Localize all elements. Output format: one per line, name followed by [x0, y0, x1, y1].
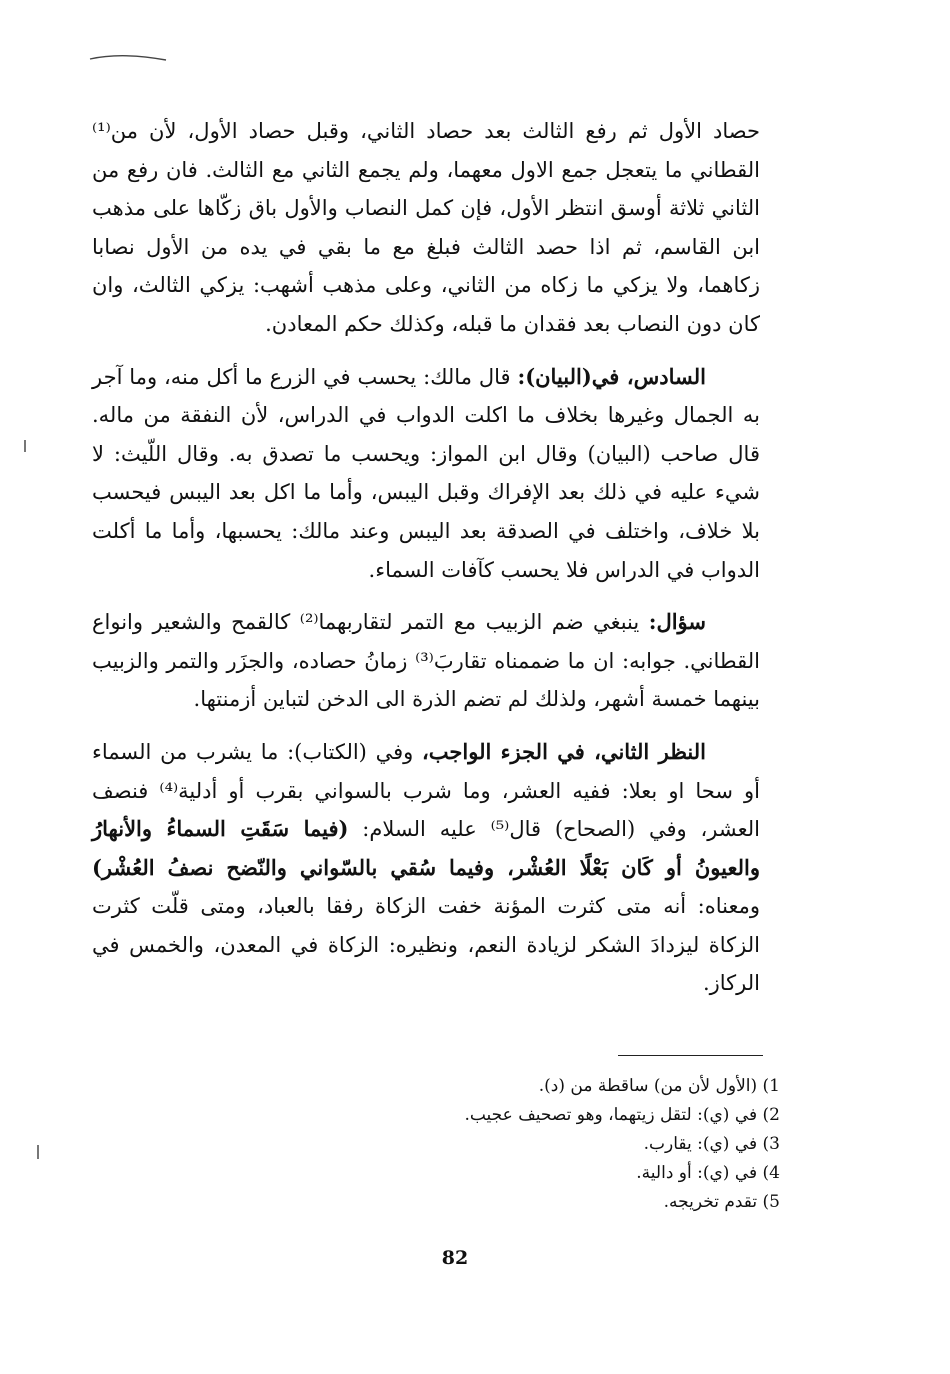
paragraph-3-heading: سؤال:	[648, 609, 706, 635]
edge-mark-right	[24, 440, 26, 452]
paragraph-1	[92, 112, 760, 344]
paragraph-3-text: ينبغي ضم الزبيب مع التمر لتقاربهما⁽²⁾ كالقمح والشعير وانواع القطاني. جوابه: ان ما ضممناه تقاربَ⁽³⁾ زمانُ حصاده، والجزَر والتمر والزبيب بينهما خمسة أشهر، ولذلك لم تضم الذرة الى الدخن لتباين أزمنتها.	[92, 610, 760, 712]
footnote-4: 4) في (ي): أو دالية.	[636, 1163, 780, 1183]
paragraph-3	[92, 603, 760, 719]
footnote-separator	[618, 1055, 763, 1056]
footnote-3: 3) في (ي): يقارب.	[643, 1134, 780, 1154]
paragraph-2-heading: السادس، في(البيان):	[517, 363, 706, 389]
page-number: 82	[441, 1247, 469, 1269]
footnote-5: 5) تقدم تخريجه.	[663, 1192, 780, 1212]
paragraph-4-text-after: ومعناه: أنه متى كثرت المؤنة خفت الزكاة رفقا بالعباد، ومتى قلّت كثرت الزكاة ليزدادَ الشكر لزيادة النعم، ونظيره: الزكاة في المعدن، والخمس في الركاز.	[92, 894, 760, 996]
footnote-2: 2) في (ي): لتقل زيتهما، وهو تصحيف عجيب.	[464, 1105, 780, 1125]
hadith-quote: (فيما سَقَتِ السماءُ والأنهارُ والعيونُ أو كَان بَعْلًا العُشْر، وفيما سُقي بالسّواني والنّضح نصفُ العُشْر)	[92, 816, 760, 880]
paragraph-1-text: حصاد الأول ثم رفع الثالث بعد حصاد الثاني، وقبل حصاد الأول، لأن من⁽¹⁾ القطاني ما يتعجل جمع الاول معهما، ولم يجمع الثاني مع الثالث. فان رفع من الثاني ثلاثة أوسق انتظر الأول، فإن كمل النصاب والأول باق زكّاها على مذهب ابن القاسم، ثم اذا حصد الثالث فبلغ مع ما بقي في يده من الأول نصابا زكاهما، ولا يزكي ما زكاه من الثاني، وعلى مذهب أشهب: يزكي الثالث، وان كان دون النصاب بعد فقدان ما قبله، وكذلك حكم المعادن.	[92, 119, 760, 336]
footnotes	[300, 1072, 780, 1217]
paragraph-2	[92, 358, 760, 590]
paragraph-4	[92, 733, 760, 1003]
body-text	[92, 112, 760, 1017]
paragraph-4-text: وفي (الكتاب): ما يشرب من السماء أو سحا او بعلا: ففيه العشر، وما شرب بالسواني بقرب أو أدلية⁽⁴⁾ فنصف العشر، وفي (الصحاح) قال⁽⁵⁾ عليه السلام:	[92, 739, 760, 842]
scan-mark-stroke	[88, 52, 168, 62]
footnote-1: 1) (الأول لأن من) ساقطة من (د).	[538, 1076, 780, 1096]
edge-mark-left-bottom	[37, 1145, 39, 1159]
paragraph-2-text: قال مالك: يحسب في الزرع ما أكل منه، وما آجر به الجمال وغيرها بخلاف ما اكلت الدواب في الدراس، لأن النفقة من ماله. قال صاحب (البيان) وقال ابن المواز: ويحسب ما تصدق به. وقال اللّيث: لا شيء عليه في ذلك بعد الإفراك وقبل اليبس، وأما ما اكل بعد اليبس فيحسب بلا خلاف، واختلف في الصدقة بعد اليبس وعند مالك: يحسبها، وأما ما أكلت الدواب في الدراس فلا يحسب كآفات السماء.	[92, 364, 760, 582]
paragraph-4-heading: النظر الثاني، في الجزء الواجب،	[422, 738, 706, 764]
